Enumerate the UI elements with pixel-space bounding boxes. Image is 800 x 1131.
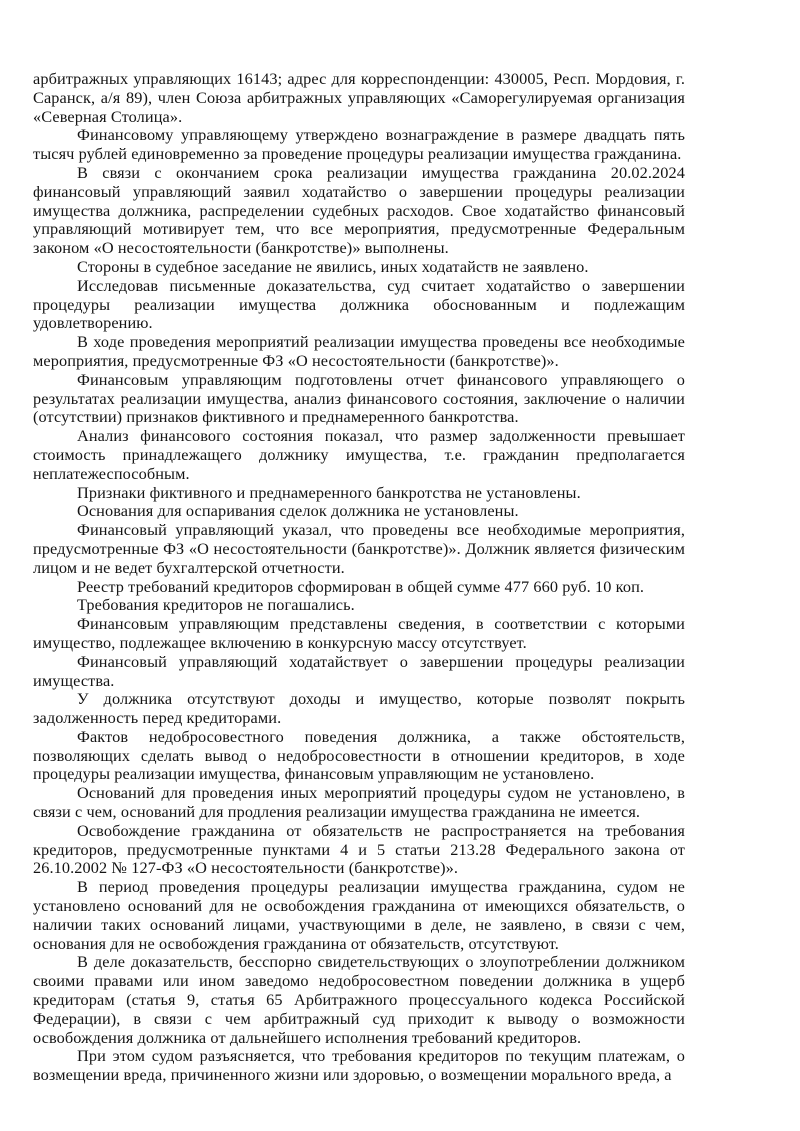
paragraph: Финансовым управляющим представлены сведения, в соответствии с которыми имущество, подлежащее включению в конкурсную массу отсутствует. [33, 614, 685, 652]
paragraph: Фактов недобросовестного поведения должника, а также обстоятельств, позволяющих сделать вывод о недобросовестности в отношении кредиторов, в ходе процедуры реализации имущества, финансовым управляющим не установлено. [33, 726, 685, 784]
paragraph: Основания для оспаривания сделок должника не установлены. [77, 501, 519, 521]
paragraph: При этом судом разъясняется, что требования кредиторов по текущим платежам, о возмещении вреда, причиненного жизни или здоровью, о возмещении морального вреда, а [33, 1046, 685, 1085]
paragraph: Оснований для проведения иных мероприятий процедуры судом не установлено, в связи с чем, оснований для продления реализации имущества гражданина не имеется. [33, 783, 685, 822]
paragraph-continuation: арбитражных управляющих 16143; адрес для корреспонденции: 430005, Респ. Мордовия, г. Саранск, а/я 89), член Союза арбитражных управляющих «Саморегулируемая организация «Северная Столица». [33, 69, 685, 126]
paragraph: В связи с окончанием срока реализации имущества гражданина 20.02.2024 финансовый управляющий заявил ходатайство о завершении процедуры реализации имущества должника, распределении судебных расходов. Свое ходатайство финансовый управляющий мотивирует тем, что все мероприятия, предусмотренные Федеральным законом «О несостоятельности (банкротстве)» выполнены. [33, 162, 685, 258]
paragraph: В деле доказательств, бесспорно свидетельствующих о злоупотреблении должником своими правами или ином заведомо недобросовестном поведении должника в ущерб кредиторам (статья 9, статья 65 Арбитражного процессуального кодекса Российской Федерации), в связи с чем арбитражный суд приходит к выводу о возможности освобождения должника от дальнейшего исполнения требований кредиторов. [33, 952, 685, 1047]
document-text-block [33, 70, 685, 1085]
paragraph: Финансовым управляющим подготовлены отчет финансового управляющего о результатах реализации имущества, анализ финансового состояния, заключение о наличии (отсутствии) признаков фиктивного и преднамеренного банкротства. [33, 369, 685, 427]
paragraph: Освобождение гражданина от обязательств не распространяется на требования кредиторов, предусмотренные пунктами 4 и 5 статьи 213.28 Федерального закона от 26.10.2002 № 127-ФЗ «О несостоятельности (банкротстве)». [33, 820, 685, 878]
paragraph: Финансовый управляющий ходатайствует о завершении процедуры реализации имущества. [33, 651, 685, 690]
paragraph: У должника отсутствуют доходы и имущество, которые позволят покрыть задолженность перед кредиторами. [33, 689, 685, 728]
paragraph: В ходе проведения мероприятий реализации имущества проведены все необходимые мероприятия, предусмотренные ФЗ «О несостоятельности (банкротстве)». [33, 332, 685, 370]
paragraph: Финансовый управляющий указал, что проведены все необходимые мероприятия, предусмотренные ФЗ «О несостоятельности (банкротстве)». Должник является физическим лицом и не ведет бухгалтерской отчетности. [33, 520, 685, 577]
paragraph: В период проведения процедуры реализации имущества гражданина, судом не установлено оснований для не освобождения гражданина от имеющихся обязательств, о наличии таких оснований лицами, участвующими в деле, не заявлено, в связи с чем, основания для не освобождения гражданина от обязательств, отсутствуют. [33, 877, 685, 953]
paragraph: Анализ финансового состояния показал, что размер задолженности превышает стоимость принадлежащего должнику имущества, т.е. гражданин предполагается неплатежеспособным. [33, 426, 685, 483]
paragraph: Признаки фиктивного и преднамеренного банкротства не установлены. [77, 482, 581, 502]
paragraph: Требования кредиторов не погашались. [77, 595, 355, 615]
paragraph: Реестр требований кредиторов сформирован в общей сумме 477 660 руб. 10 коп. [77, 576, 645, 596]
paragraph: Стороны в судебное заседание не явились, иных ходатайств не заявлено. [77, 256, 589, 276]
paragraph: Исследовав письменные доказательства, суд считает ходатайство о завершении процедуры реализации имущества должника обоснованным и подлежащим удовлетворению. [33, 275, 685, 333]
paragraph: Финансовому управляющему утверждено вознаграждение в размере двадцать пять тысяч рублей единовременно за проведение процедуры реализации имущества гражданина. [33, 125, 685, 164]
